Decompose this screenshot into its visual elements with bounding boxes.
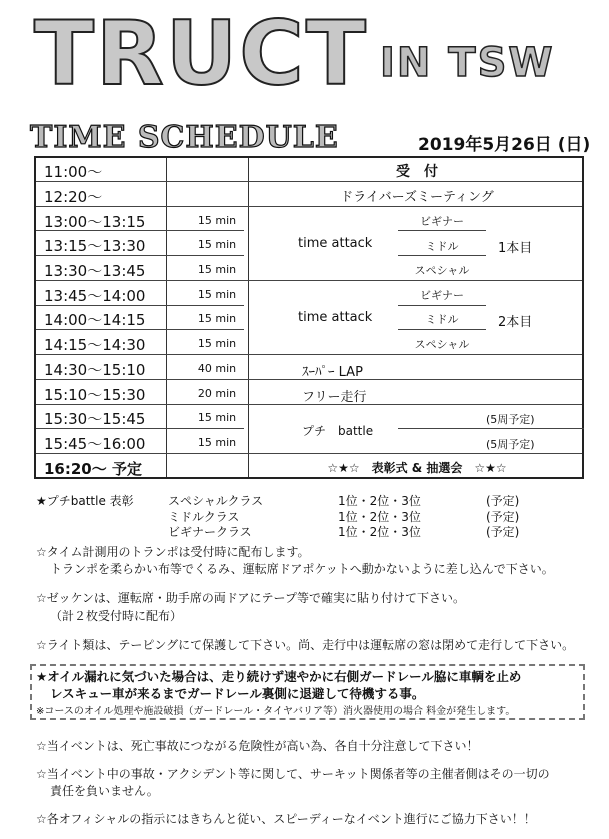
row-time: 14:30〜15:10: [44, 361, 146, 379]
note-danger: ☆当イベントは、死亡事故につながる危険性が高い為、各自十分注意して下さい！: [36, 739, 479, 753]
note-transponder: ☆タイム計測用のトランポは受付時に配布します。: [36, 545, 310, 559]
class-divider: [398, 255, 486, 256]
award-places: 1位・2位・3位: [338, 494, 421, 508]
row-duration: 15 min: [197, 263, 237, 276]
award-places: 1位・2位・3位: [338, 510, 421, 524]
row-duration: 15 min: [197, 288, 237, 301]
schedule-title: TIME SCHEDULE: [30, 120, 339, 155]
time-attack-label: time attack: [298, 236, 373, 251]
row-time: 13:45〜14:00: [44, 287, 146, 305]
class-divider: [398, 305, 486, 306]
row-time: 11:00〜: [44, 163, 103, 181]
row-time: 15:30〜15:45: [44, 410, 146, 428]
event-reception: 受 付: [396, 164, 438, 180]
time-attack-label: time attack: [298, 310, 373, 325]
awards-heading: ★プチbattle 表彰: [36, 494, 134, 508]
award-class: ビギナークラス: [168, 525, 252, 539]
row-divider: [36, 206, 582, 207]
event-date: 2019年5月26日 (日): [418, 135, 591, 155]
row-duration: 40 min: [197, 362, 237, 375]
row-time: 14:00〜14:15: [44, 311, 146, 329]
class-divider: [398, 329, 486, 330]
oil-fee-note: ※コースのオイル処理や施設破損（ガードレール・タイヤバリア等）消火器使用の場合 料金が発生します。: [36, 706, 516, 717]
row-time: 15:45〜16:00: [44, 435, 146, 453]
class-beginner: ビギナー: [420, 289, 464, 302]
note-officials: ☆各オフィシャルの指示にはきちんと従い、スピーディーなイベント進行にご協力下さい！！: [36, 812, 536, 826]
class-special: スペシャル: [414, 264, 470, 277]
class-beginner: ビギナー: [420, 215, 464, 228]
row-time: 13:15〜13:30: [44, 237, 146, 255]
class-divider: [398, 230, 486, 231]
note-liability-detail: 責任を負いません。: [50, 784, 159, 798]
logo-main: TRUCT: [34, 2, 368, 105]
row-divider: [36, 181, 582, 182]
note-number: ☆ゼッケンは、運転席・助手席の両ドアにテープ等で確実に貼り付けて下さい。: [36, 591, 465, 605]
award-class: スペシャルクラス: [168, 494, 264, 508]
row-time: 14:15〜14:30: [44, 336, 146, 354]
award-places: 1位・2位・3位: [338, 525, 421, 539]
header: [0, 0, 609, 110]
row-duration: 15 min: [197, 436, 237, 449]
award-status: (予定): [486, 525, 520, 539]
round-label: 2本目: [498, 315, 533, 330]
event-free-run: フリー走行: [302, 390, 367, 405]
oil-warning-detail: レスキュー車が来るまでガードレール裏側に退避して待機する事。: [50, 686, 425, 701]
row-duration: 20 min: [197, 387, 237, 400]
row-time: 13:30〜13:45: [44, 262, 146, 280]
round-label: 1本目: [498, 241, 533, 256]
row-duration: 15 min: [197, 214, 237, 227]
row-duration: 15 min: [197, 312, 237, 325]
class-divider: [398, 428, 584, 429]
laps-note: (5周予定): [486, 413, 535, 426]
award-class: ミドルクラス: [168, 510, 240, 524]
laps-note: (5周予定): [486, 438, 535, 451]
oil-warning: ★オイル漏れに気づいた場合は、走り続けず速やかに右側ガードレール脇に車輌を止め: [36, 669, 522, 684]
event-super-lap: ｽｰﾊﾟｰ LAP: [302, 365, 363, 380]
row-duration: 15 min: [197, 337, 237, 350]
class-middle: ミドル: [425, 240, 459, 253]
award-status: (予定): [486, 494, 520, 508]
note-transponder-detail: トランポを柔らかい布等でくるみ、運転席ドアポケットへ動かないように差し込んで下さい。: [50, 562, 554, 576]
row-duration: 15 min: [197, 238, 237, 251]
event-petit-battle: プチ battle: [302, 424, 374, 438]
row-time: 13:00〜13:15: [44, 213, 146, 231]
logo-sub: IN TSW: [380, 40, 555, 86]
event-award-ceremony: ☆★☆ 表彰式 & 抽選会 ☆★☆: [327, 461, 507, 475]
note-lights: ☆ライト類は、テーピングにて保護して下さい。尚、走行中は運転席の窓は閉めて走行して下さい。: [36, 638, 575, 652]
note-liability: ☆当イベント中の事故・アクシデント等に関して、サーキット関係者等の主催者側はその一切の: [36, 767, 550, 781]
row-time: 15:10〜15:30: [44, 386, 146, 404]
class-special: スペシャル: [414, 338, 470, 351]
event-drivers-meeting: ドライバーズミーティング: [340, 190, 494, 205]
note-number-detail: （計２枚受付時に配布）: [50, 609, 183, 623]
schedule-table: [34, 156, 584, 479]
row-time: 12:20〜: [44, 188, 103, 206]
award-status: (予定): [486, 510, 520, 524]
row-duration: 15 min: [197, 411, 237, 424]
row-time: 16:20〜 予定: [44, 460, 142, 478]
class-middle: ミドル: [425, 313, 459, 326]
